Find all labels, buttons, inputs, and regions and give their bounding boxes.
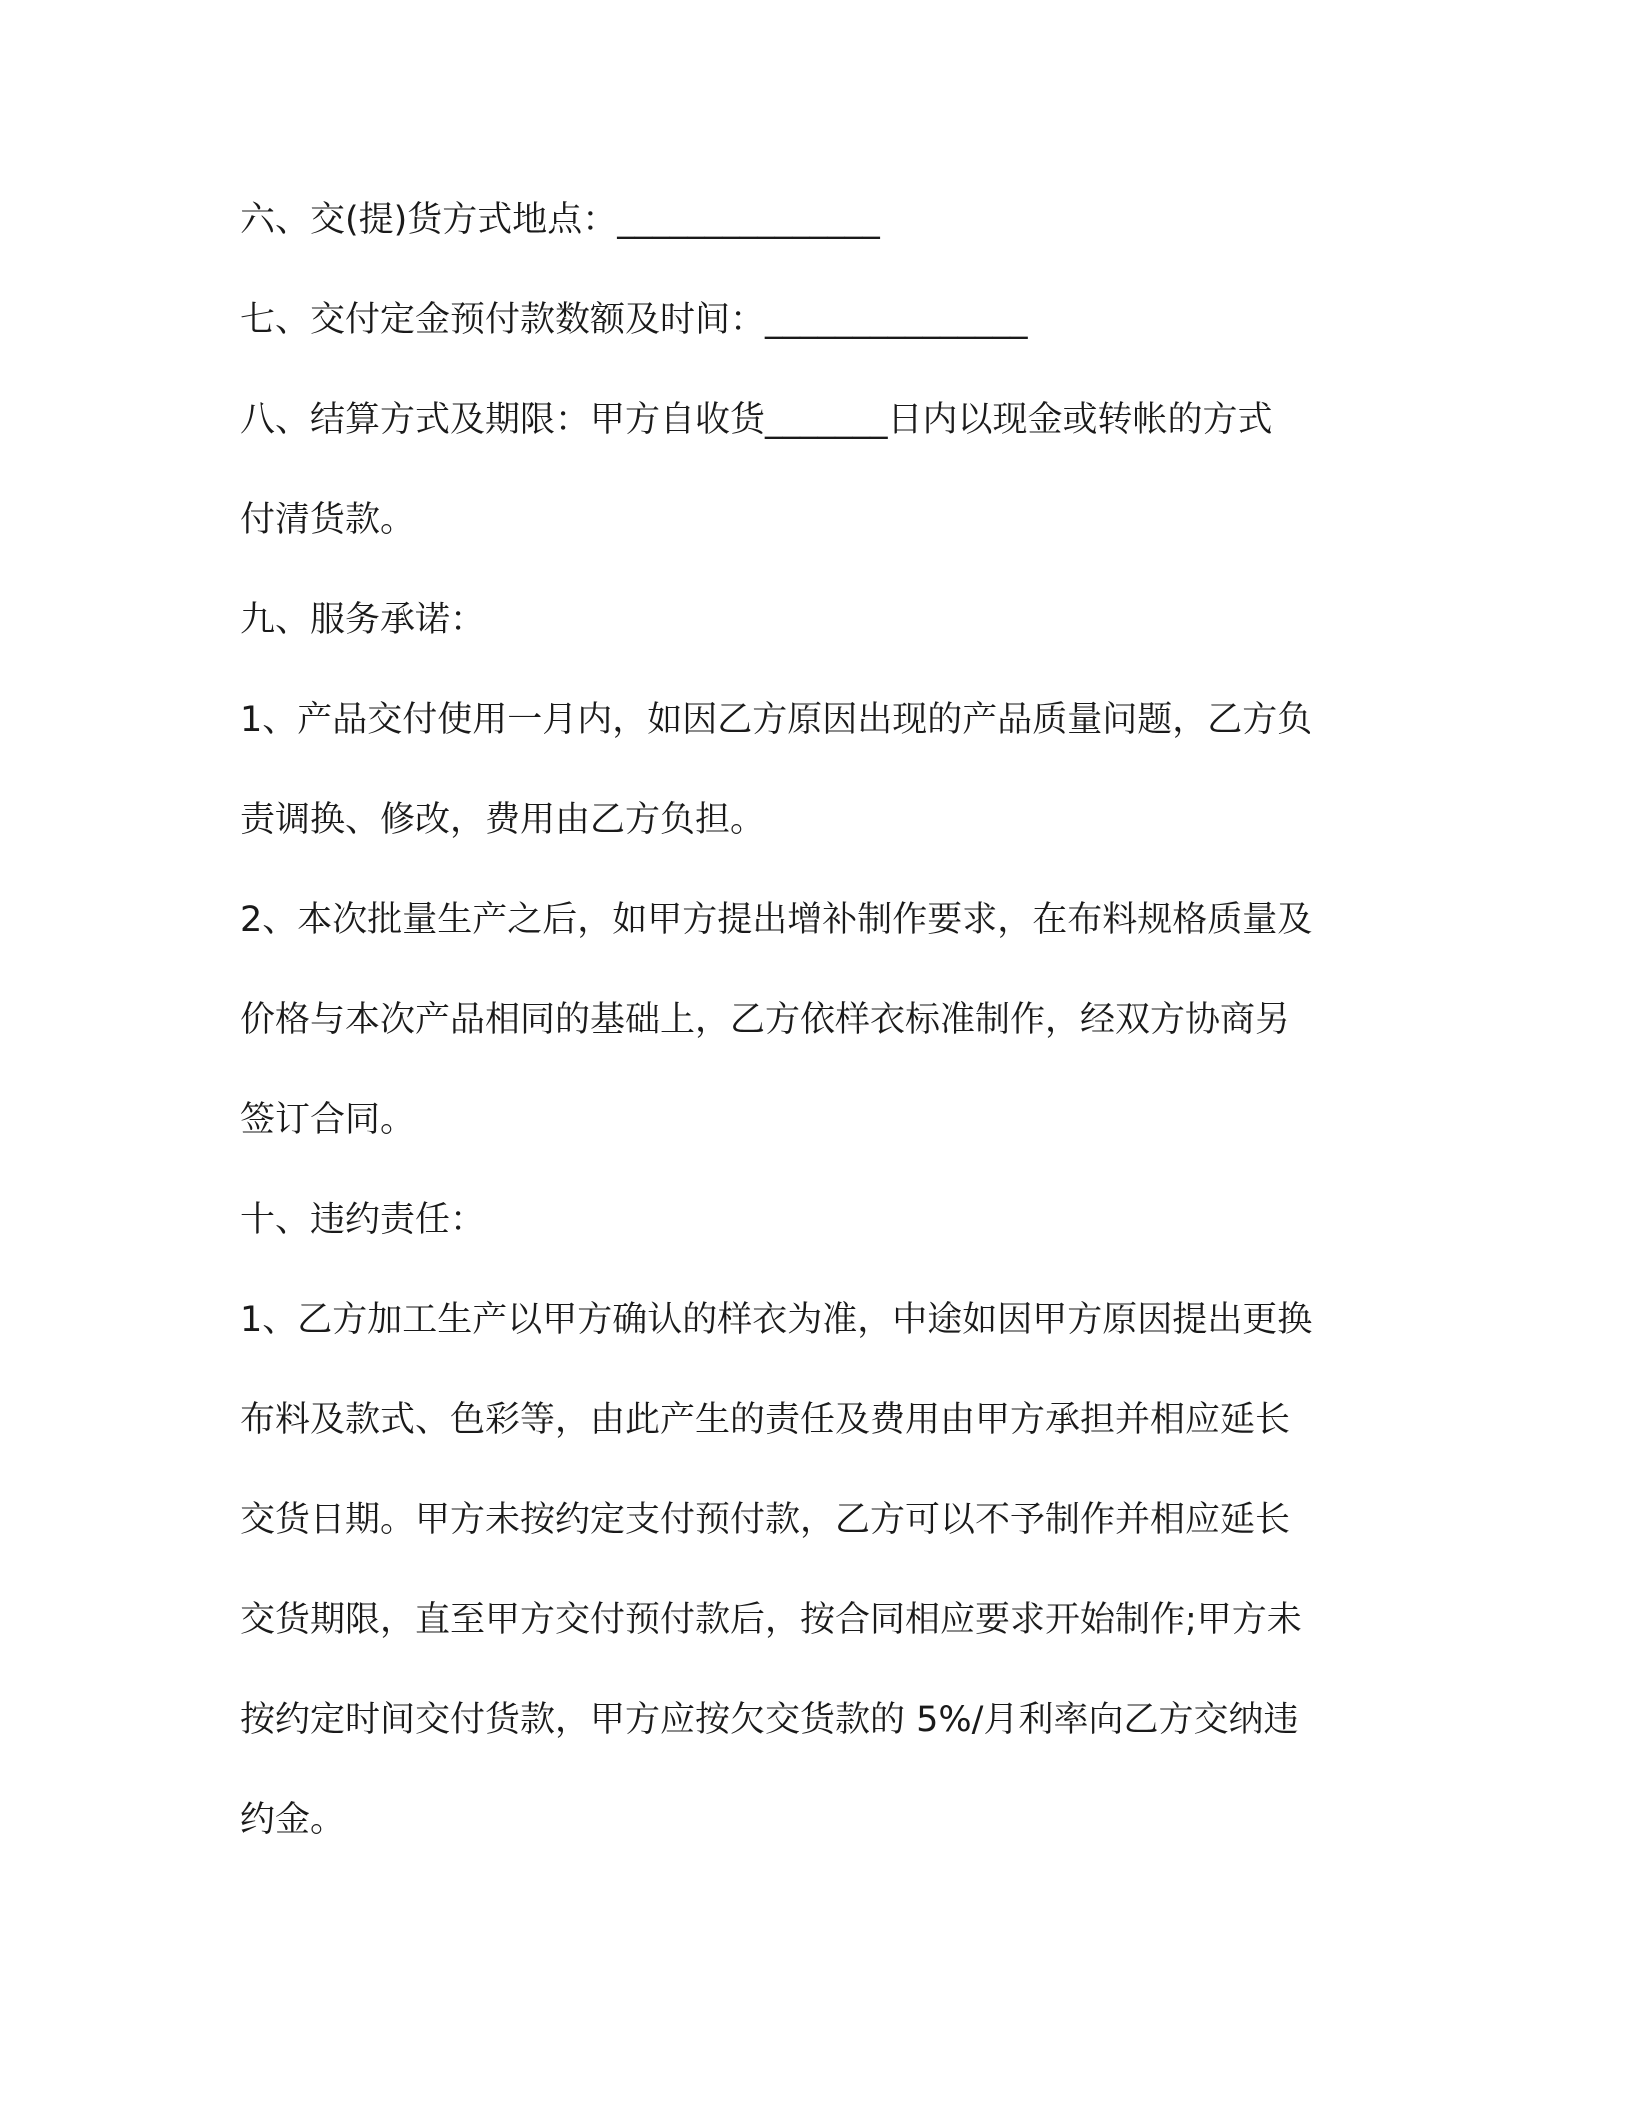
clause-8-settlement-cont: 付清货款。 bbox=[240, 500, 416, 540]
clause-10-item-1: 1、乙方加工生产以甲方确认的样衣为准，中途如因甲方原因提出更换 bbox=[240, 1300, 1313, 1340]
clause-9-item-1-cont: 责调换、修改，费用由乙方负担。 bbox=[240, 800, 766, 840]
clause-9-heading: 九、服务承诺： bbox=[240, 600, 486, 640]
clause-10-item-1-cont-3: 交货期限，直至甲方交付预付款后，按合同相应要求开始制作;甲方未 bbox=[240, 1600, 1302, 1640]
clause-10-item-1-cont: 布料及款式、色彩等，由此产生的责任及费用由甲方承担并相应延长 bbox=[240, 1400, 1291, 1440]
clause-7-deposit: 七、交付定金预付款数额及时间：_______________ bbox=[240, 300, 1028, 340]
clause-10-item-1-cont-5: 约金。 bbox=[240, 1800, 346, 1840]
clause-10-heading: 十、违约责任： bbox=[240, 1200, 486, 1240]
clause-9-item-2-cont: 价格与本次产品相同的基础上，乙方依样衣标准制作，经双方协商另 bbox=[240, 1000, 1291, 1040]
clause-9-item-2-cont-2: 签订合同。 bbox=[240, 1100, 416, 1140]
clause-9-item-1: 1、产品交付使用一月内，如因乙方原因出现的产品质量问题，乙方负 bbox=[240, 700, 1313, 740]
clause-9-item-2: 2、本次批量生产之后，如甲方提出增补制作要求，在布料规格质量及 bbox=[240, 900, 1313, 940]
clause-8-settlement: 八、结算方式及期限：甲方自收货_______日内以现金或转帐的方式 bbox=[240, 400, 1273, 440]
clause-10-item-1-cont-2: 交货日期。甲方未按约定支付预付款，乙方可以不予制作并相应延长 bbox=[240, 1500, 1291, 1540]
clause-6-delivery-location: 六、交(提)货方式地点：_______________ bbox=[240, 200, 880, 240]
clause-10-item-1-cont-4: 按约定时间交付货款，甲方应按欠交货款的 5%/月利率向乙方交纳违 bbox=[240, 1700, 1299, 1740]
document-body bbox=[240, 170, 1390, 1870]
